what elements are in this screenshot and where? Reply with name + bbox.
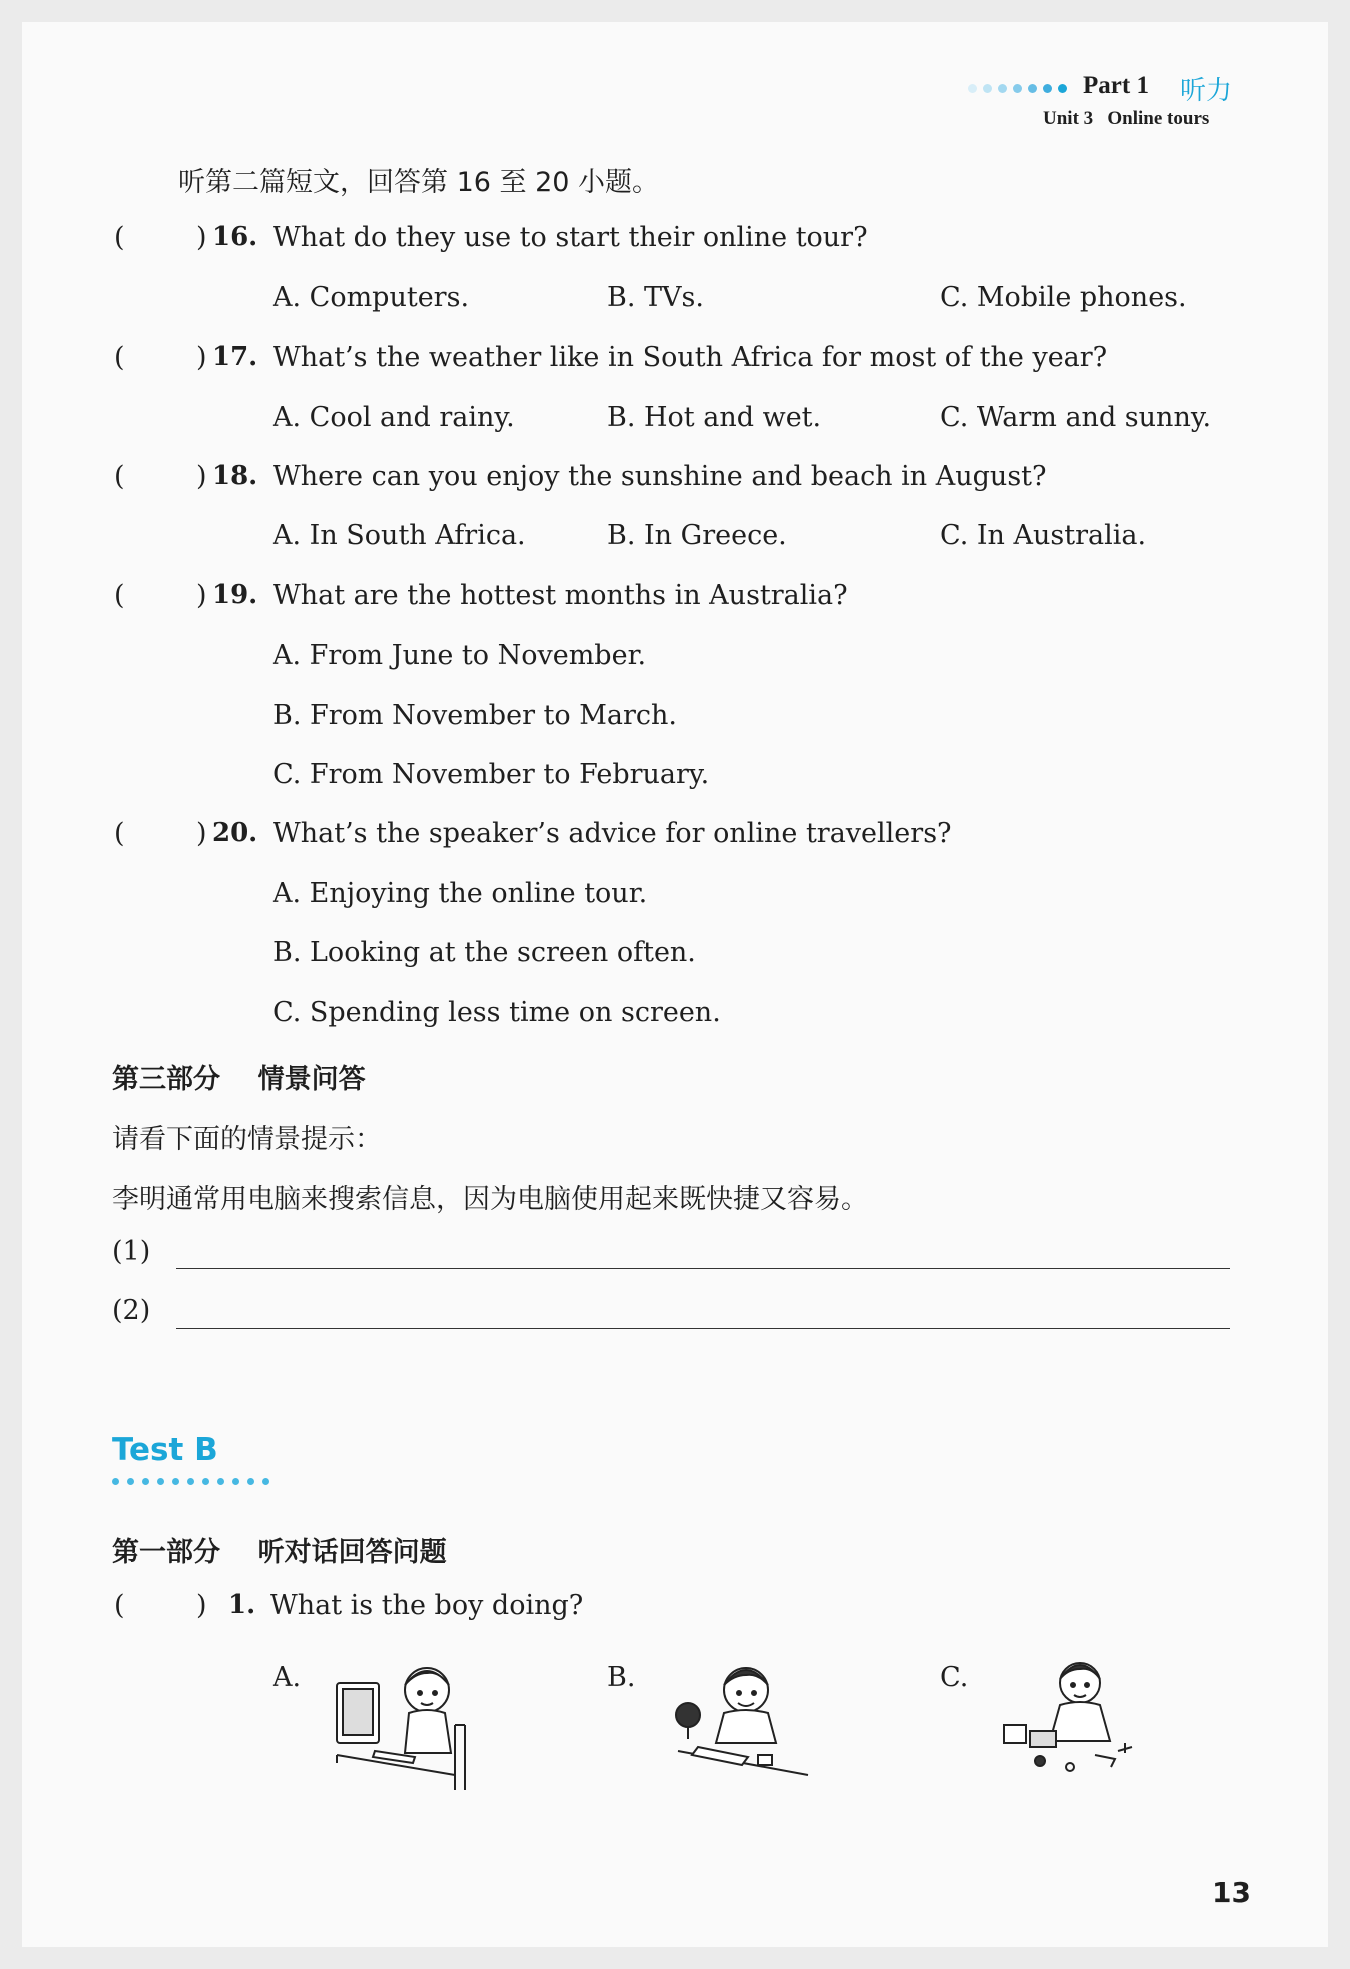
option-b: B. From November to March. — [273, 700, 677, 731]
question-text: What’s the speaker’s advice for online travellers? — [273, 818, 952, 849]
answer-paren-open: ( — [114, 342, 125, 373]
answer-paren-open: ( — [114, 818, 125, 849]
blank-label-1: (1) — [112, 1236, 151, 1267]
question-number: 17. — [212, 342, 258, 372]
answer-paren-close: ) — [196, 580, 207, 611]
choice-a-label: A. — [273, 1662, 302, 1693]
test-b-dots — [112, 1478, 269, 1485]
choice-c-label: C. — [940, 1662, 969, 1693]
answer-paren-open: ( — [114, 580, 125, 611]
option-b: B. TVs. — [607, 282, 704, 313]
question-number: 1. — [228, 1590, 256, 1620]
test-b-title: Test B — [112, 1432, 218, 1468]
answer-paren-close: ) — [196, 342, 207, 373]
option-a: A. In South Africa. — [273, 520, 526, 551]
choice-b-label: B. — [607, 1662, 636, 1693]
answer-paren-close: ) — [196, 818, 207, 849]
option-a: A. Computers. — [273, 282, 470, 313]
option-b: B. Hot and wet. — [607, 402, 822, 433]
question-text: What are the hottest months in Australia? — [273, 580, 848, 611]
header-unit-label: Unit 3 Online tours — [1043, 108, 1210, 129]
header-part-cn: 听力 — [1180, 76, 1233, 106]
part3-heading: 第三部分 情景问答 — [112, 1064, 366, 1095]
answer-paren-close: ) — [196, 1590, 207, 1621]
answer-paren-open: ( — [114, 1590, 125, 1621]
question-number: 19. — [212, 580, 258, 610]
answer-paren-close: ) — [196, 461, 207, 492]
passage-intro: 听第二篇短文，回答第 16 至 20 小题。 — [178, 167, 660, 198]
blank-label-2: (2) — [112, 1295, 151, 1326]
option-b: B. Looking at the screen often. — [273, 937, 696, 968]
option-c: C. In Australia. — [940, 520, 1147, 551]
option-c: C. Spending less time on screen. — [273, 997, 721, 1028]
answer-line-1[interactable] — [176, 1268, 1230, 1269]
header-dots — [968, 84, 1067, 93]
question-text: Where can you enjoy the sunshine and beach in August? — [273, 461, 1047, 492]
answer-paren-open: ( — [114, 222, 125, 253]
question-number: 20. — [212, 818, 258, 848]
header-part-label: Part 1 — [1083, 72, 1149, 99]
boy-doing-homework-image — [668, 1655, 818, 1795]
option-c: C. Warm and sunny. — [940, 402, 1212, 433]
question-text: What is the boy doing? — [270, 1590, 584, 1621]
option-c: C. From November to February. — [273, 759, 710, 790]
question-text: What’s the weather like in South Africa for most of the year? — [273, 342, 1108, 373]
question-text: What do they use to start their online tour? — [273, 222, 868, 253]
question-number: 18. — [212, 461, 258, 491]
test-b-heading: 第一部分 听对话回答问题 — [112, 1537, 447, 1568]
option-a: A. From June to November. — [273, 640, 647, 671]
question-number: 16. — [212, 222, 258, 252]
answer-line-2[interactable] — [176, 1328, 1230, 1329]
option-a: A. Cool and rainy. — [273, 402, 515, 433]
option-a: A. Enjoying the online tour. — [273, 878, 648, 909]
part3-prompt: 请看下面的情景提示： — [112, 1124, 382, 1155]
page-number: 13 — [1212, 1876, 1251, 1909]
boy-playing-with-toys-image — [1000, 1655, 1150, 1795]
part3-scenario: 李明通常用电脑来搜索信息，因为电脑使用起来既快捷又容易。 — [112, 1184, 868, 1215]
answer-paren-open: ( — [114, 461, 125, 492]
option-b: B. In Greece. — [607, 520, 787, 551]
boy-using-computer-image — [335, 1655, 485, 1795]
option-c: C. Mobile phones. — [940, 282, 1187, 313]
answer-paren-close: ) — [196, 222, 207, 253]
